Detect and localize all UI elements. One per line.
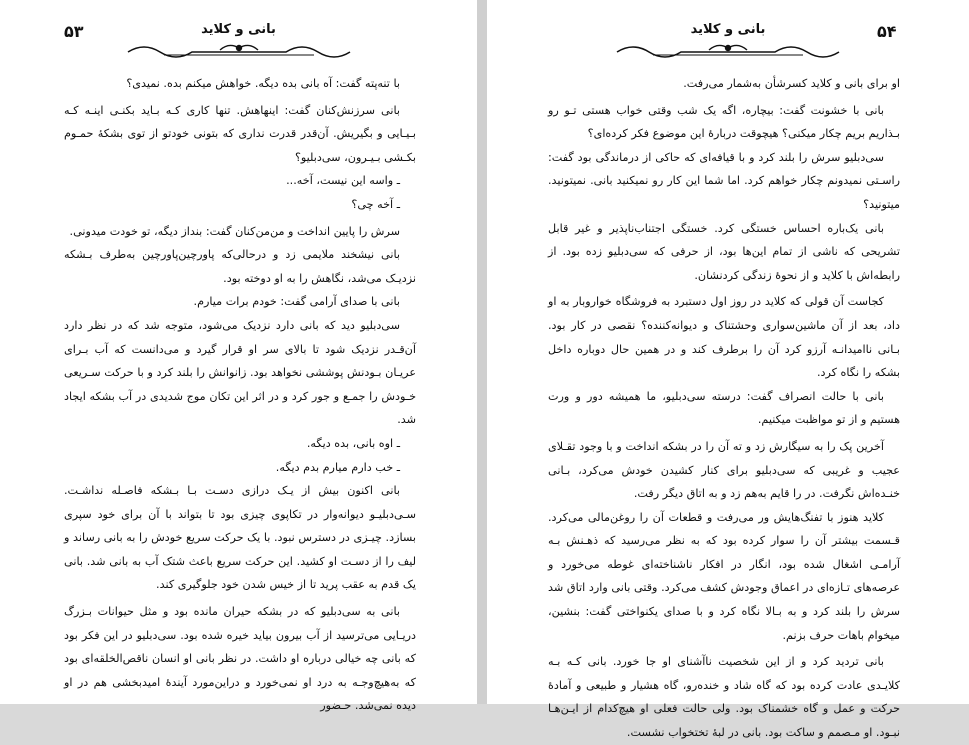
left-page-header: [0, 22, 477, 62]
text-line: بانی با صدای آرامی گفت: خودم برات میارم.: [193, 295, 400, 309]
right-page: [487, 0, 969, 740]
text-line: بانی با حالت انصراف گفت: درسته سی‌دبلیو، ما همیشه دور و ورت هستیم و از تو مواظبت میکنیم.: [548, 389, 900, 427]
right-page-header: [487, 22, 969, 62]
text-line: سی‌دبلیو سرش را بلند کرد و با قیافه‌ای که حاکی از درماندگی بود گفت: راسـتی نمیدونم چکار خواهم کرد. اما شما این کار رو نمیکنید بانی. نمیتونید. میتونید؟: [548, 150, 900, 211]
text-line: بانی اکنون بیش از یـک درازی دسـت بـا بـشکه فاصـله نداشـت. سـی‌دبلیـو دیوانه‌وار در تکاپوی چیزی بود تا بتواند با آن برای خود سپری بسازد. چیـزی در دسترس نبود. با یک حرکت سریع خودش را به بانی رساند و لیف را از دسـت او کشید. این حرکت سریع باعث شتک آب به بانی شد. بانی یک قدم به عقب پرید تا از خیس شدن خود جلوگیری کند.: [64, 484, 416, 592]
text-line: او برای بانی و کلاید کسرشأن به‌شمار می‌رفت.: [683, 77, 900, 90]
text-line: بانی سرزنش‌کنان گفت: اینهاهش. تنها کاری کـه بـاید بکنـی اینـه کـه بـیـایی و بگیریش. آن‌قدر قدرت نداری که بتونی خودتو از توی بشکهٔ حمـوم بکـشی بـیـرون، سی‌دبلیو؟: [64, 103, 416, 164]
text-line: کلاید هنوز با تفنگ‌هایش ور می‌رفت و قطعات آن را روغن‌مالی می‌کرد. قـسمت بیشتر آن را سوار کرده بود که به نظر می‌رسید که ذهـنش بـه آرامـی اشغال شده بود، انگار در افکار ناشناخته‌ای غوطه می‌خورد و عرصه‌های تـازه‌ای در اعماق وجودش کشف می‌کرد. وقتی بانی وارد اتاق شد سرش را بلند کرد و به بـالا نگاه کرد و با صدای یکنواختی گفت: بنشین، میخوام باهات حرف بزنم.: [548, 510, 900, 642]
text-line: بانی نیشخند ملایمی زد و درحالی‌که پاورچین‌پاورچین به‌طرف بـشکه نزدیـک می‌شد، نگاهش را به او دوخته بود.: [64, 248, 416, 285]
text-line: سی‌دبلیو دید که بانی دارد نزدیک می‌شود، متوجه شد که در نظر دارد آن‌قـدر نزدیک شود تا بالای سر او قرار گیرد و می‌دانست که آب بـرای عریـان بـودنش پوششی نخواهد بود. زانوانش را بلند کرد و با حرکت سـریعی خـودش را جمـع و جور کرد و در اثر این تکان موج شدیدی در آب بشکه ایجاد شد.: [64, 318, 416, 427]
text-line: سرش را پایین انداخت و من‌من‌کنان گفت: بنداز دیگه، تو خودت میدونی.: [69, 224, 400, 238]
right-page-body: [548, 72, 900, 745]
text-line: ـ واسه این نیست، آخه...: [286, 174, 400, 188]
header-ornament: [487, 40, 969, 62]
text-line: بانی یک‌باره احساس خستگی کرد. خستگی اجتناب‌ناپذیر و غیر قابل تشریحی که ناشی از تمام این‌ها بود، از حرفی که سی‌دبلیو زده بود. از رابطه‌اش با کلاید و از نحوهٔ زندگی کردنشان.: [548, 221, 900, 282]
left-page: [0, 0, 477, 713]
text-line: بانی به سی‌دبلیو که در بشکه حیران مانده بود و مثل حیوانات بـزرگ دریـایی می‌ترسید از آب بیرون بیاید خیره شده بود. سی‌دبلیو در این فکر بود که بانی چه خیالی درباره او داشت. در نظر بانی او انسان ناقص‌الخلقه‌ای بود که به‌هیچ‌وجـه به درد او نمی‌خورد و دراین‌مورد آیندهٔ امیدبخشی هم در او دیده نمی‌شد. حـضور: [64, 605, 416, 713]
text-line: ـ اوه بانی، بده دیگه.: [306, 436, 400, 450]
book-gutter: [477, 0, 487, 704]
text-line: بانی تردید کرد و از این شخصیت ناآشنای او جا خورد. بانی کـه بـه کلایـدی عادت کرده بود که گاه شاد و خنده‌رو، گاه هشیار و طبیعی و آمادهٔ حرکت و عمل و گاه خشمناک بود. ولی حالت فعلی او هیچ‌کدام از ایـن‌هـا نبـود. او مـصمم و ساکت بود. بانی در لبهٔ تختخواب نشست.: [548, 655, 900, 740]
page-number: ۵۴: [877, 22, 897, 41]
header-ornament: [0, 40, 477, 62]
left-page-body: [64, 72, 416, 718]
page-number: ۵۳: [64, 22, 84, 41]
text-line: بانی با خشونت گفت: بیچاره، اگه یک شب وقتی خواب هستی تـو رو بـذاریم بریم چکار میکنی؟ هیچوقت دربارهٔ این موضوع فکر کرده‌ای؟: [548, 103, 900, 141]
text-line: ـ آخه چی؟: [351, 197, 400, 211]
text-line: آخرین پک را به سیگارش زد و ته آن را در بشکه انداخت و با وجود تقـلای عجیب و غریبی که سی‌دبلیو برای کنار کشیدن خودش می‌کرد، بـانی خنـده‌اش نگرفت. در را قایم به‌هم زد و به اتاق دیگر رفت.: [548, 439, 900, 501]
running-title: بانی و کلاید: [690, 22, 766, 37]
text-line: با تنه‌پته گفت: آه بانی بده دیگه. خواهش میکنم بده. نمیدی؟: [126, 77, 400, 90]
running-title: بانی و کلاید: [201, 22, 276, 37]
text-line: کجاست آن قولی که کلاید در روز اول دستبرد به فروشگاه خواروبار به او داد، بعد از آن ماشین‌سواری وحشتناک و دیوانه‌کننده؟ نقصی در کار بود. بـانی ناامیدانـه آرزو کرد آن را برطرف کند و در همین حال دوباره داخل بشکه را نگاه کرد.: [548, 295, 900, 380]
text-line: ـ خب دارم میارم بدم دیگه.: [275, 460, 400, 474]
